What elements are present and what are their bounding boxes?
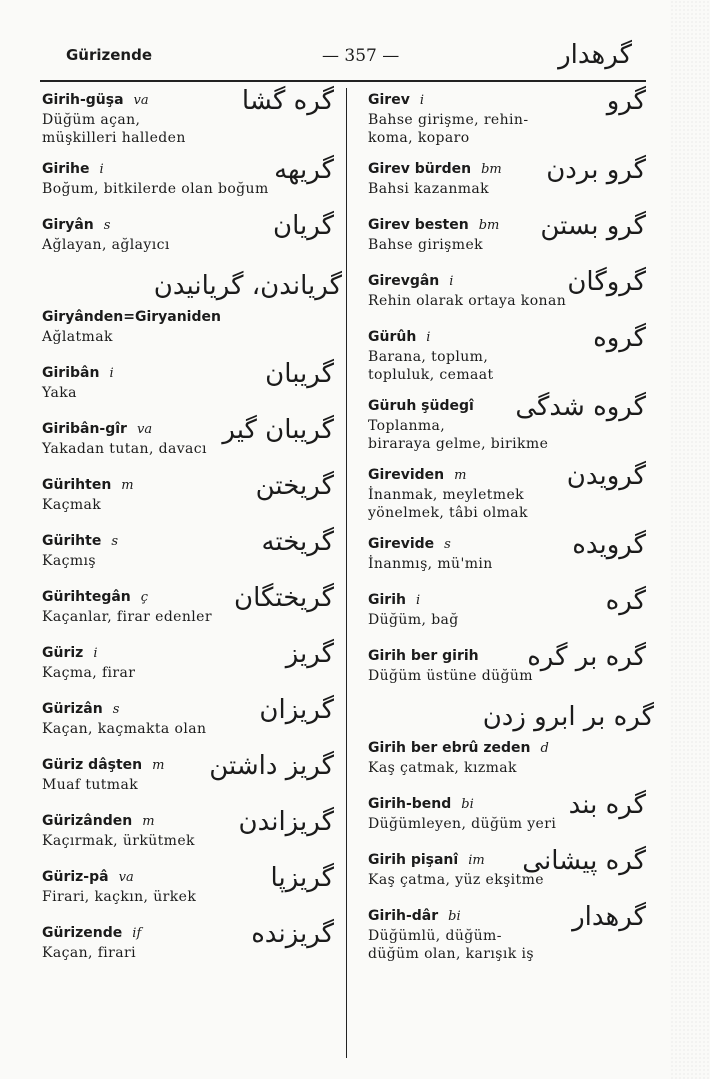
- arabic-script-term: گرویدن: [566, 461, 646, 491]
- entry-definition: Kaçma, firar: [42, 665, 136, 681]
- entry-headword: [368, 738, 654, 759]
- dictionary-entry: [368, 461, 654, 522]
- entry-definition: Düğümleyen, düğüm yeri: [368, 816, 557, 832]
- headword-text: Gürizânden: [42, 813, 133, 829]
- dictionary-entry: [42, 155, 342, 203]
- arabic-script-term: گره پیشانی: [522, 846, 646, 876]
- right-column: [368, 86, 654, 975]
- column-divider: [346, 88, 347, 1058]
- page-edge-texture: [670, 0, 710, 1079]
- headword-text: Giribân: [42, 365, 100, 381]
- headword-text: Giryânden=Giryaniden: [42, 309, 221, 325]
- arabic-script-term: گرویده: [572, 530, 646, 560]
- entry-definition: İnanmak, meyletmek yönelmek, tâbi olmak: [368, 487, 528, 521]
- part-of-speech: i: [419, 93, 424, 108]
- dictionary-entry: [368, 738, 654, 782]
- dictionary-entry: [42, 919, 342, 967]
- part-of-speech: i: [415, 593, 421, 608]
- arabic-subheading: گریاندن، گریانیدن: [153, 271, 342, 301]
- part-of-speech: ç: [140, 590, 149, 605]
- part-of-speech: im: [468, 853, 485, 868]
- dictionary-entry: [368, 530, 654, 578]
- dictionary-entry: [368, 155, 654, 203]
- entry-definition: Boğum, bitkilerde olan boğum: [42, 181, 269, 197]
- page-header: [0, 40, 710, 74]
- part-of-speech: m: [454, 468, 467, 483]
- part-of-speech: m: [152, 758, 165, 773]
- dictionary-entry: [42, 86, 342, 147]
- headword-text: Giribân-gîr: [42, 421, 127, 437]
- part-of-speech: bi: [461, 797, 474, 812]
- dictionary-entry: [368, 586, 654, 634]
- entry-definition: İnanmış, mü'min: [368, 556, 493, 572]
- entry-definition: Kaçanlar, firar edenler: [42, 609, 212, 625]
- entry-definition: Bahse girişmek: [368, 237, 484, 253]
- part-of-speech: m: [142, 814, 155, 829]
- left-column: [42, 86, 342, 979]
- dictionary-entry: [42, 471, 342, 519]
- entry-definition: Düğümlü, düğüm- düğüm olan, karışık iş: [368, 928, 534, 962]
- part-of-speech: i: [109, 366, 114, 381]
- arabic-script-term: گره: [605, 586, 646, 616]
- entry-definition: Düğüm açan, müşkilleri halleden: [42, 112, 186, 146]
- dictionary-entry: [368, 323, 654, 384]
- part-of-speech: if: [132, 926, 142, 941]
- arabic-script-term: گریز داشتن: [209, 751, 334, 781]
- part-of-speech: va: [136, 422, 153, 437]
- part-of-speech: va: [118, 870, 134, 885]
- dictionary-entry: [368, 642, 654, 690]
- headword-text: Giryân: [42, 217, 94, 233]
- dictionary-entry: [42, 415, 342, 463]
- entry-definition: Düğüm, bağ: [368, 612, 459, 628]
- arabic-subheading: گره بر ابرو زدن: [482, 702, 654, 732]
- headword-text: Gireviden: [368, 467, 445, 483]
- arabic-script-term: گریهه: [274, 155, 334, 185]
- entry-definition: Bahse girişme, rehin- koma, koparo: [368, 112, 529, 146]
- arabic-script-term: گریخته: [261, 527, 334, 557]
- arabic-script-term: گروگان: [567, 267, 646, 297]
- entry-definition: Kaçmış: [42, 553, 96, 569]
- header-rule: [40, 80, 646, 82]
- headword-text: Girev: [368, 92, 410, 108]
- part-of-speech: bi: [448, 909, 461, 924]
- part-of-speech: bm: [478, 218, 500, 233]
- dictionary-entry: [368, 86, 654, 147]
- entry-definition: Ağlatmak: [42, 329, 113, 345]
- headword-text: Güriz-pâ: [42, 869, 109, 885]
- headword-text: Girevide: [368, 536, 435, 552]
- part-of-speech: bm: [481, 162, 502, 177]
- headword-text: Güriz dâşten: [42, 757, 143, 773]
- part-of-speech: s: [103, 218, 111, 233]
- headword-text: Girih-bend: [368, 796, 452, 812]
- headword-text: Gürûh: [368, 329, 417, 345]
- part-of-speech: s: [112, 702, 120, 717]
- entry-definition: Toplanma, biraraya gelme, birikme: [368, 418, 549, 452]
- headword-text: Gürihtegân: [42, 589, 131, 605]
- headword-text: Girih pişanî: [368, 852, 459, 868]
- arabic-script-term: گریزان: [259, 695, 334, 725]
- part-of-speech: i: [426, 330, 431, 345]
- part-of-speech: s: [111, 534, 118, 549]
- part-of-speech: va: [133, 93, 149, 108]
- part-of-speech: s: [444, 537, 451, 552]
- headword-text: Girih ber girih: [368, 648, 479, 664]
- arabic-script-term: گریبان گیر: [222, 415, 334, 445]
- arabic-script-term: گره بند: [568, 790, 646, 820]
- dictionary-entry: [42, 751, 342, 799]
- arabic-script-term: گریختن: [255, 471, 334, 501]
- arabic-script-term: گروه شدگی: [515, 392, 646, 422]
- arabic-script-term: گرو بستن: [540, 211, 646, 241]
- arabic-script-term: گرهدار: [572, 902, 646, 932]
- dictionary-entry: [368, 267, 654, 315]
- entry-definition: Kaş çatma, yüz ekşitme: [368, 872, 544, 888]
- arabic-script-term: گریزنده: [251, 919, 334, 949]
- arabic-script-term: گریان: [273, 211, 334, 241]
- entry-definition: Kaş çatmak, kızmak: [368, 760, 517, 776]
- arabic-script-term: گریز: [285, 639, 334, 669]
- headword-text: Girihe: [42, 161, 90, 177]
- entry-definition: Firari, kaçkın, ürkek: [42, 889, 197, 905]
- headword-text: Gürihten: [42, 477, 112, 493]
- part-of-speech: i: [99, 162, 104, 177]
- dictionary-entry: [42, 359, 342, 407]
- arabic-script-term: گریزاندن: [238, 807, 334, 837]
- header-guide-word-left: Gürizende: [66, 46, 153, 64]
- dictionary-entry: [42, 527, 342, 575]
- headword-text: Gürizende: [42, 925, 123, 941]
- headword-text: Girih ber ebrû zeden: [368, 740, 531, 756]
- entry-definition: Barana, toplum, topluluk, cemaat: [368, 349, 494, 383]
- dictionary-entry: [42, 695, 342, 743]
- entry-definition: Rehin olarak ortaya konan: [368, 293, 567, 309]
- entry-definition: Muaf tutmak: [42, 777, 139, 793]
- headword-text: Girev besten: [368, 217, 469, 233]
- arabic-script-term: گریزپا: [270, 863, 334, 893]
- dictionary-entry: [42, 211, 342, 259]
- arabic-script-term: گره بر گره: [527, 642, 646, 672]
- dictionary-entry: [42, 583, 342, 631]
- dictionary-entry: [368, 846, 654, 894]
- arabic-script-term: گریختگان: [234, 583, 334, 613]
- arabic-script-term: گرو بردن: [546, 155, 646, 185]
- part-of-speech: i: [449, 274, 454, 289]
- header-guide-word-right: گرهدار: [558, 40, 632, 70]
- headword-text: Girev bürden: [368, 161, 472, 177]
- entry-definition: Bahsi kazanmak: [368, 181, 490, 197]
- entry-definition: Kaçmak: [42, 497, 102, 513]
- entry-definition: Kaçan, firari: [42, 945, 136, 961]
- dictionary-entry: [42, 307, 342, 351]
- dictionary-entry: [368, 790, 654, 838]
- part-of-speech: i: [93, 646, 98, 661]
- part-of-speech: m: [121, 478, 134, 493]
- dictionary-entry: [42, 863, 342, 911]
- headword-text: Girih: [368, 592, 406, 608]
- headword-text: Gürihte: [42, 533, 102, 549]
- dictionary-entry: [42, 639, 342, 687]
- entry-definition: Kaçan, kaçmakta olan: [42, 721, 207, 737]
- arabic-script-term: گرو: [606, 86, 646, 116]
- dictionary-entry: [368, 211, 654, 259]
- page-number: — 357 —: [322, 46, 400, 66]
- headword-text: Gürizân: [42, 701, 103, 717]
- dictionary-entry: [368, 392, 654, 453]
- arabic-script-term: گروه: [593, 323, 646, 353]
- headword-text: Girih-güşa: [42, 92, 124, 108]
- arabic-script-term: گریبان: [265, 359, 334, 389]
- headword-text: Güruh şüdegî: [368, 398, 474, 414]
- entry-definition: Kaçırmak, ürkütmek: [42, 833, 195, 849]
- dictionary-entry: [368, 902, 654, 963]
- entry-definition: Yaka: [42, 385, 77, 401]
- arabic-script-term: گره گشا: [241, 86, 334, 116]
- headword-text: Girih-dâr: [368, 908, 439, 924]
- entry-definition: Düğüm üstüne düğüm: [368, 668, 533, 684]
- part-of-speech: d: [540, 741, 549, 756]
- headword-text: Güriz: [42, 645, 84, 661]
- dictionary-entry: [42, 807, 342, 855]
- entry-headword: [42, 307, 342, 328]
- entry-definition: Yakadan tutan, davacı: [42, 441, 207, 457]
- entry-definition: Ağlayan, ağlayıcı: [42, 237, 170, 253]
- headword-text: Girevgân: [368, 273, 440, 289]
